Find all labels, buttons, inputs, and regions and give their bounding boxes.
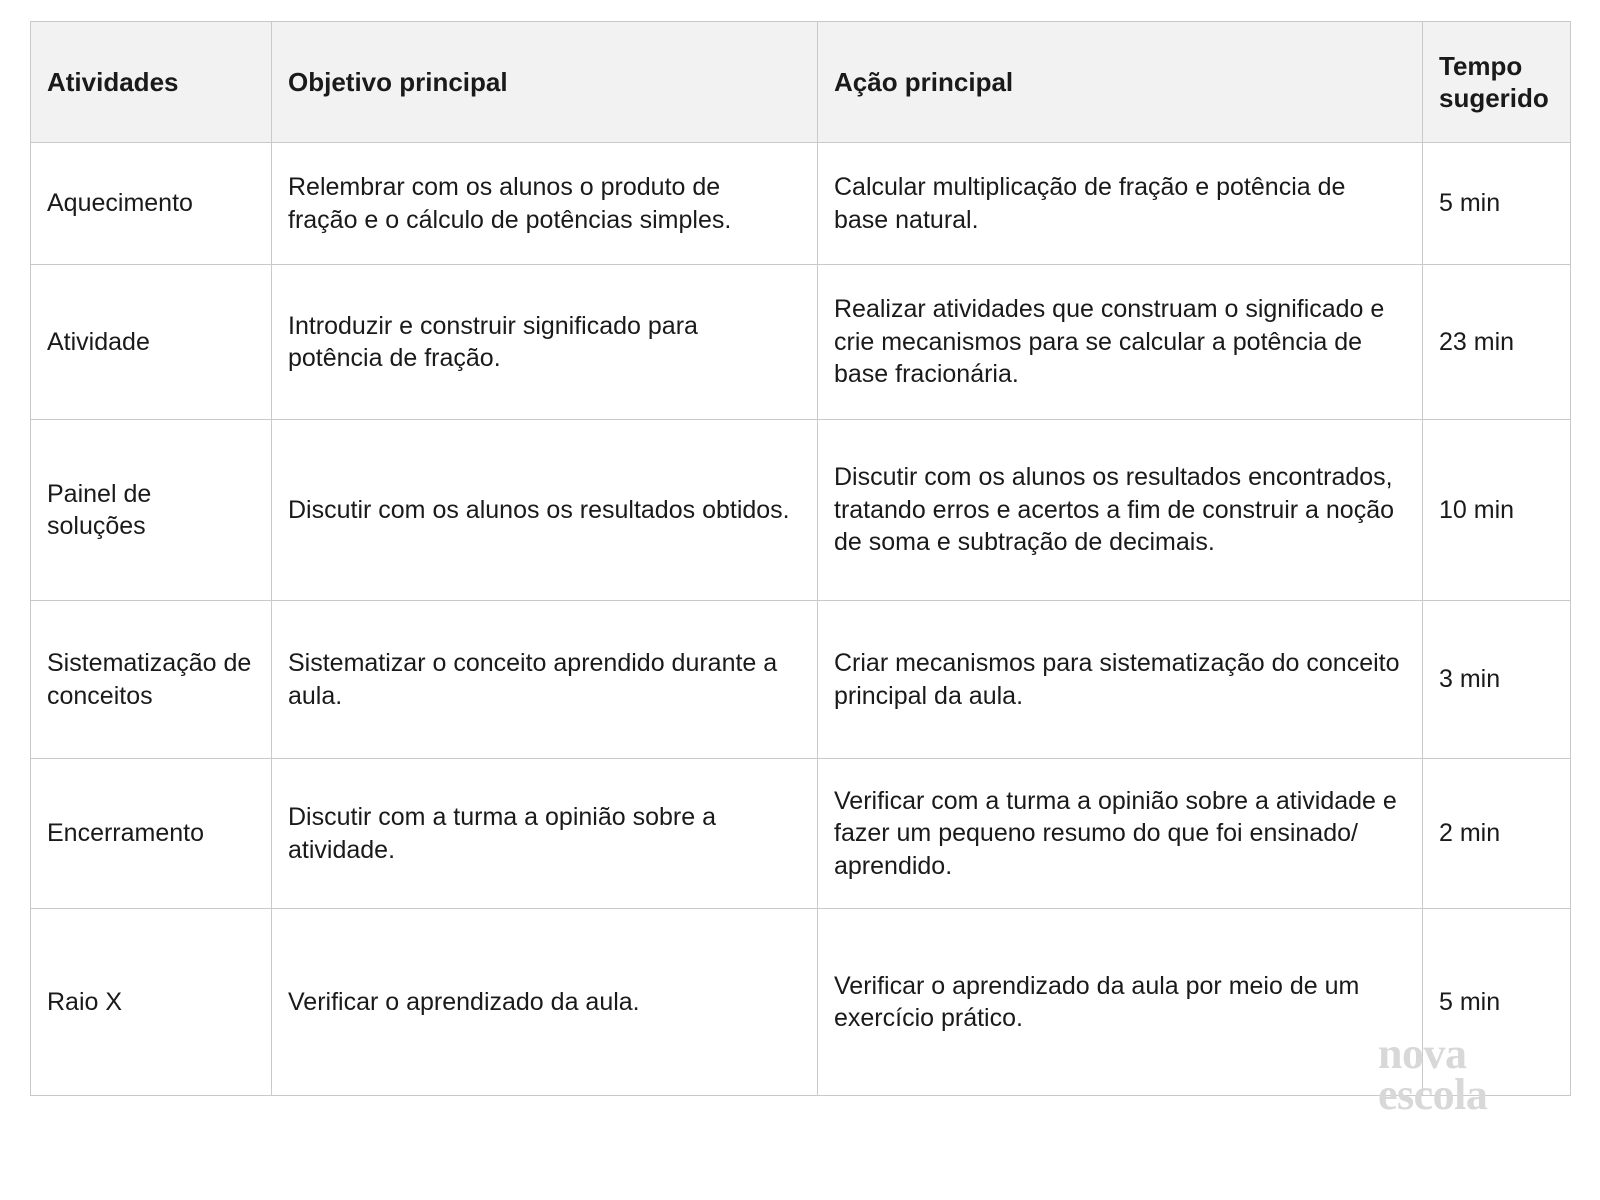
table-row — [31, 759, 1571, 909]
cell-objetivo: Discutir com os alunos os resultados obtidos. — [272, 420, 818, 601]
cell-atividade: Painel de soluções — [31, 420, 272, 601]
watermark-line-escola: escola — [1378, 1069, 1488, 1119]
cell-acao: Verificar o aprendizado da aula por meio de um exercício prático. — [818, 909, 1423, 1096]
cell-tempo: 2 min — [1423, 759, 1571, 909]
cell-tempo: 5 min — [1423, 909, 1571, 1096]
cell-tempo: 23 min — [1423, 265, 1571, 420]
cell-tempo: 5 min — [1423, 143, 1571, 265]
lesson-plan-table — [30, 21, 1571, 1096]
table-body — [31, 143, 1571, 1096]
table-row — [31, 143, 1571, 265]
cell-tempo: 3 min — [1423, 601, 1571, 759]
cell-acao: Discutir com os alunos os resultados encontrados, tratando erros e acertos a fim de construir a noção de soma e subtração de decimais. — [818, 420, 1423, 601]
cell-atividade: Encerramento — [31, 759, 272, 909]
header-row — [31, 22, 1571, 143]
table-row — [31, 909, 1571, 1096]
watermark-line-nova: nova — [1378, 1029, 1467, 1078]
cell-atividade: Sistematização de conceitos — [31, 601, 272, 759]
cell-objetivo: Sistematizar o conceito aprendido durante a aula. — [272, 601, 818, 759]
cell-tempo: 10 min — [1423, 420, 1571, 601]
cell-objetivo: Discutir com a turma a opinião sobre a atividade. — [272, 759, 818, 909]
cell-objetivo: Verificar o aprendizado da aula. — [272, 909, 818, 1096]
cell-acao: Criar mecanismos para sistematização do conceito principal da aula. — [818, 601, 1423, 759]
table-row — [31, 420, 1571, 601]
table-row — [31, 601, 1571, 759]
cell-atividade: Atividade — [31, 265, 272, 420]
cell-objetivo: Introduzir e construir significado para potência de fração. — [272, 265, 818, 420]
cell-atividade: Raio X — [31, 909, 272, 1096]
column-header-acao-principal: Ação principal — [818, 22, 1423, 143]
cell-acao: Calcular multiplicação de fração e potência de base natural. — [818, 143, 1423, 265]
cell-atividade: Aquecimento — [31, 143, 272, 265]
column-header-tempo-sugerido: Tempo sugerido — [1423, 22, 1571, 143]
column-header-objetivo-principal: Objetivo principal — [272, 22, 818, 143]
cell-acao: Verificar com a turma a opinião sobre a atividade e fazer um pequeno resumo do que foi ensinado/ aprendido. — [818, 759, 1423, 909]
lesson-plan-table-container — [30, 21, 1570, 1096]
column-header-atividades: Atividades — [31, 22, 272, 143]
table-row — [31, 265, 1571, 420]
cell-objetivo: Relembrar com os alunos o produto de fração e o cálculo de potências simples. — [272, 143, 818, 265]
cell-acao: Realizar atividades que construam o significado e crie mecanismos para se calcular a potência de base fracionária. — [818, 265, 1423, 420]
table-header — [31, 22, 1571, 143]
